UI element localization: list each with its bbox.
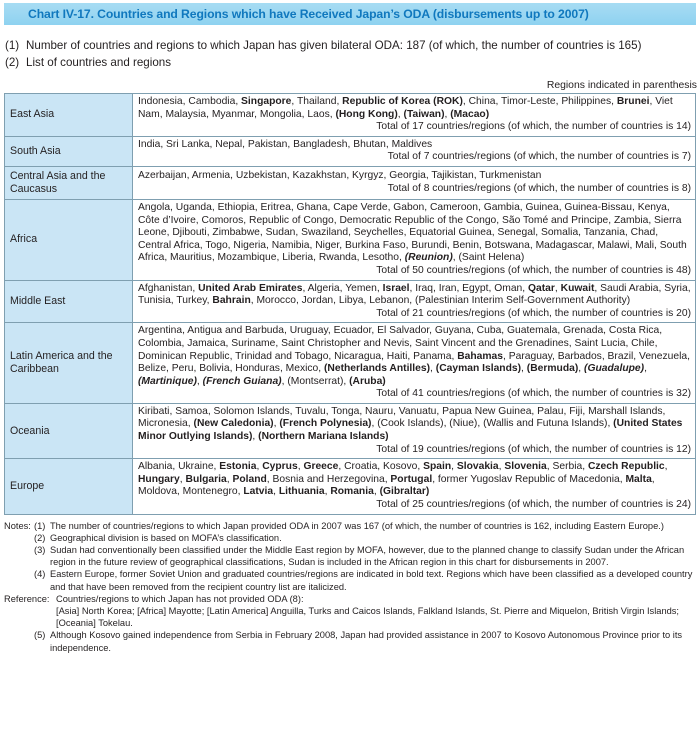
note-number: (2) (34, 532, 46, 543)
oda-recipients-table (4, 93, 696, 515)
region-total-line: Total of 7 countries/regions (of which, the number of countries is 7) (387, 151, 691, 163)
region-total-line: Total of 21 countries/regions (of which, the number of countries is 20) (376, 307, 691, 319)
intro-line (5, 55, 692, 71)
region-label-cell: South Asia (5, 136, 133, 166)
chart-page (0, 3, 700, 744)
table-body (5, 94, 696, 515)
region-total-line: Total of 19 countries/regions (of which, the number of countries is 12) (376, 443, 691, 455)
note-number: (4) (34, 569, 46, 580)
region-country-list: Argentina, Antigua and Barbuda, Uruguay, Ecuador, El Salvador, Guyana, Cuba, Guatemala, Grenada, Costa Rica, Colombia, Jamaica, Suriname, Saint Christopher and Nevis, Saint Vincent and the Grenadines, Saint Lucia, Chile, Dominican Republic, Trinidad and Tobago, Nicaragua, Haiti, Panama, Bahamas, Paraguay, Barbados, Brazil, Venezuela, Belize, Peru, Bolivia, Honduras, Mexico, (Netherlands Antilles), (Cayman Islands), (Bermuda), (Guadalupe), (Martinique), (French Guiana), (Montserrat), (Aruba) (138, 325, 690, 387)
region-body-cell (133, 94, 696, 137)
reference-detail: [Asia] North Korea; [Africa] Mayotte; [Latin America] Anguilla, Turks and Caicos Islands, Falkland Islands, St. Pierre and Miquelon, British Virgin Islands; [Oceania] Tokelau. (56, 606, 680, 629)
note-number: (5) (34, 630, 46, 641)
table-row (5, 136, 696, 166)
region-label-cell: East Asia (5, 94, 133, 137)
note-row (4, 544, 696, 568)
region-label-cell: Africa (5, 199, 133, 280)
region-total-line: Total of 17 countries/regions (of which, the number of countries is 14) (376, 121, 691, 133)
reference-row (4, 593, 696, 605)
intro-text: Number of countries and regions to which Japan has given bilateral ODA: 187 (of which, the number of countries is 165) (26, 39, 642, 52)
region-country-list: Afghanistan, United Arab Emirates, Algeria, Yemen, Israel, Iraq, Iran, Egypt, Oman, Qatar, Kuwait, Saudi Arabia, Syria, Tunisia, Turkey, Bahrain, Morocco, Jordan, Libya, Lebanon, (Palestinian Interim Self-Government Authority) (138, 282, 691, 307)
region-body-cell (133, 323, 696, 404)
reference-detail-row (4, 605, 696, 629)
table-row (5, 459, 696, 514)
region-label-cell: Central Asia and the Caucasus (5, 166, 133, 199)
note-row (4, 520, 696, 532)
table-row (5, 280, 696, 323)
region-label-cell: Middle East (5, 280, 133, 323)
note-text: Geographical division is based on MOFA’s classification. (50, 532, 282, 543)
reference-text: Countries/regions to which Japan has not provided ODA (8): (56, 593, 304, 604)
note-row (4, 629, 696, 653)
note-text: Eastern Europe, former Soviet Union and graduated countries/regions are indicated in bold text. Regions which have been classified as a developed country and that have been removed from the recipient country list are italicized. (50, 569, 693, 592)
region-body-cell (133, 403, 696, 458)
table-row (5, 403, 696, 458)
note-text: The number of countries/regions to which Japan provided ODA in 2007 was 167 (of which, the number of countries is 162, including Eastern Europe.) (50, 520, 664, 531)
note-number: (3) (34, 545, 46, 556)
intro-number: (1) (5, 39, 20, 52)
region-country-list: Angola, Uganda, Ethiopia, Eritrea, Ghana, Cape Verde, Gabon, Cameroon, Gambia, Guinea, Guinea-Bissau, Kenya, Côte d’Ivoire, Comoros, Republic of Congo, Democratic Republic of the Congo, São Tomé and Principe, Zambia, Sierra Leone, Djibouti, Zimbabwe, Sudan, Swaziland, Seychelles, Equatorial Guinea, Senegal, Somalia, Tanzania, Chad, Central Africa, Togo, Nigeria, Namibia, Niger, Burkina Faso, Burundi, Benin, Botswana, Madagascar, Malawi, Mali, South Africa, Mauritius, Mozambique, Liberia, Rwanda, Lesotho, (Reunion), (Saint Helena) (138, 201, 687, 264)
region-total-line: Total of 25 countries/regions (of which, the number of countries is 24) (376, 499, 691, 511)
region-body-cell (133, 459, 696, 514)
region-total-line: Total of 50 countries/regions (of which, the number of countries is 48) (376, 264, 691, 276)
region-country-list: India, Sri Lanka, Nepal, Pakistan, Bangladesh, Bhutan, Maldives (138, 138, 433, 150)
region-label-cell: Latin America and the Caribbean (5, 323, 133, 404)
table-row (5, 323, 696, 404)
page-title: Chart IV-17. Countries and Regions which have Received Japan’s ODA (disbursements up to 2007) (28, 7, 589, 21)
region-country-list: Albania, Ukraine, Estonia, Cyprus, Greece, Croatia, Kosovo, Spain, Slovakia, Slovenia, Serbia, Czech Republic, Hungary, Bulgaria, Poland, Bosnia and Herzegovina, Portugal, former Yugoslav Republic of Macedonia, Malta, Moldova, Montenegro, Latvia, Lithuania, Romania, (Gibraltar) (138, 461, 668, 498)
intro-line (5, 38, 692, 54)
notes-label: Notes: (4, 520, 31, 531)
note-row (4, 532, 696, 544)
region-total-line: Total of 8 countries/regions (of which, the number of countries is 8) (387, 182, 691, 194)
region-body-cell (133, 166, 696, 199)
table-row (5, 199, 696, 280)
note-text: Sudan had conventionally been classified under the Middle East region by MOFA, however, due to the planned change to classify Sudan under the African region in the future review of geographical classifications, Sudan is included in the African region in this chart for disbursements in 2007. (50, 545, 685, 568)
notes-block (0, 520, 700, 654)
region-body-cell (133, 199, 696, 280)
region-country-list: Azerbaijan, Armenia, Uzbekistan, Kazakhstan, Kyrgyz, Georgia, Tajikistan, Turkmenistan (138, 170, 542, 182)
table-row (5, 94, 696, 137)
region-body-cell (133, 136, 696, 166)
note-row (4, 568, 696, 592)
region-country-list: Indonesia, Cambodia, Singapore, Thailand, Republic of Korea (ROK), China, Timor-Leste, Philippines, Brunei, Viet Nam, Malaysia, Myanmar, Mongolia, Laos, (Hong Kong), (Taiwan), (Macao) (138, 96, 673, 120)
intro-block (0, 38, 700, 70)
intro-number: (2) (5, 55, 20, 69)
note-text: Although Kosovo gained independence from Serbia in February 2008, Japan had provided assistance in 2007 to Kosovo Autonomous Province prior to its independence. (50, 630, 683, 653)
regions-parenthesis-caption: Regions indicated in parenthesis (546, 80, 697, 91)
region-country-list: Kiribati, Samoa, Solomon Islands, Tuvalu, Tonga, Nauru, Vanuatu, Papua New Guinea, Palau, Fiji, Marshall Islands, Micronesia, (New Caledonia), (French Polynesia), (Cook Islands), (Niue), (Wallis and Futuna Islands), (United States Minor Outlying Islands), (Northern Mariana Islands) (138, 405, 683, 443)
table-row (5, 166, 696, 199)
intro-text: List of countries and regions (26, 55, 172, 69)
region-label-cell: Oceania (5, 403, 133, 458)
region-total-line: Total of 41 countries/regions (of which, the number of countries is 32) (376, 388, 691, 400)
region-body-cell (133, 280, 696, 323)
note-number: (1) (34, 520, 46, 531)
reference-label: Reference: (4, 593, 50, 604)
region-label-cell: Europe (5, 459, 133, 514)
chart-title-banner (4, 3, 696, 25)
